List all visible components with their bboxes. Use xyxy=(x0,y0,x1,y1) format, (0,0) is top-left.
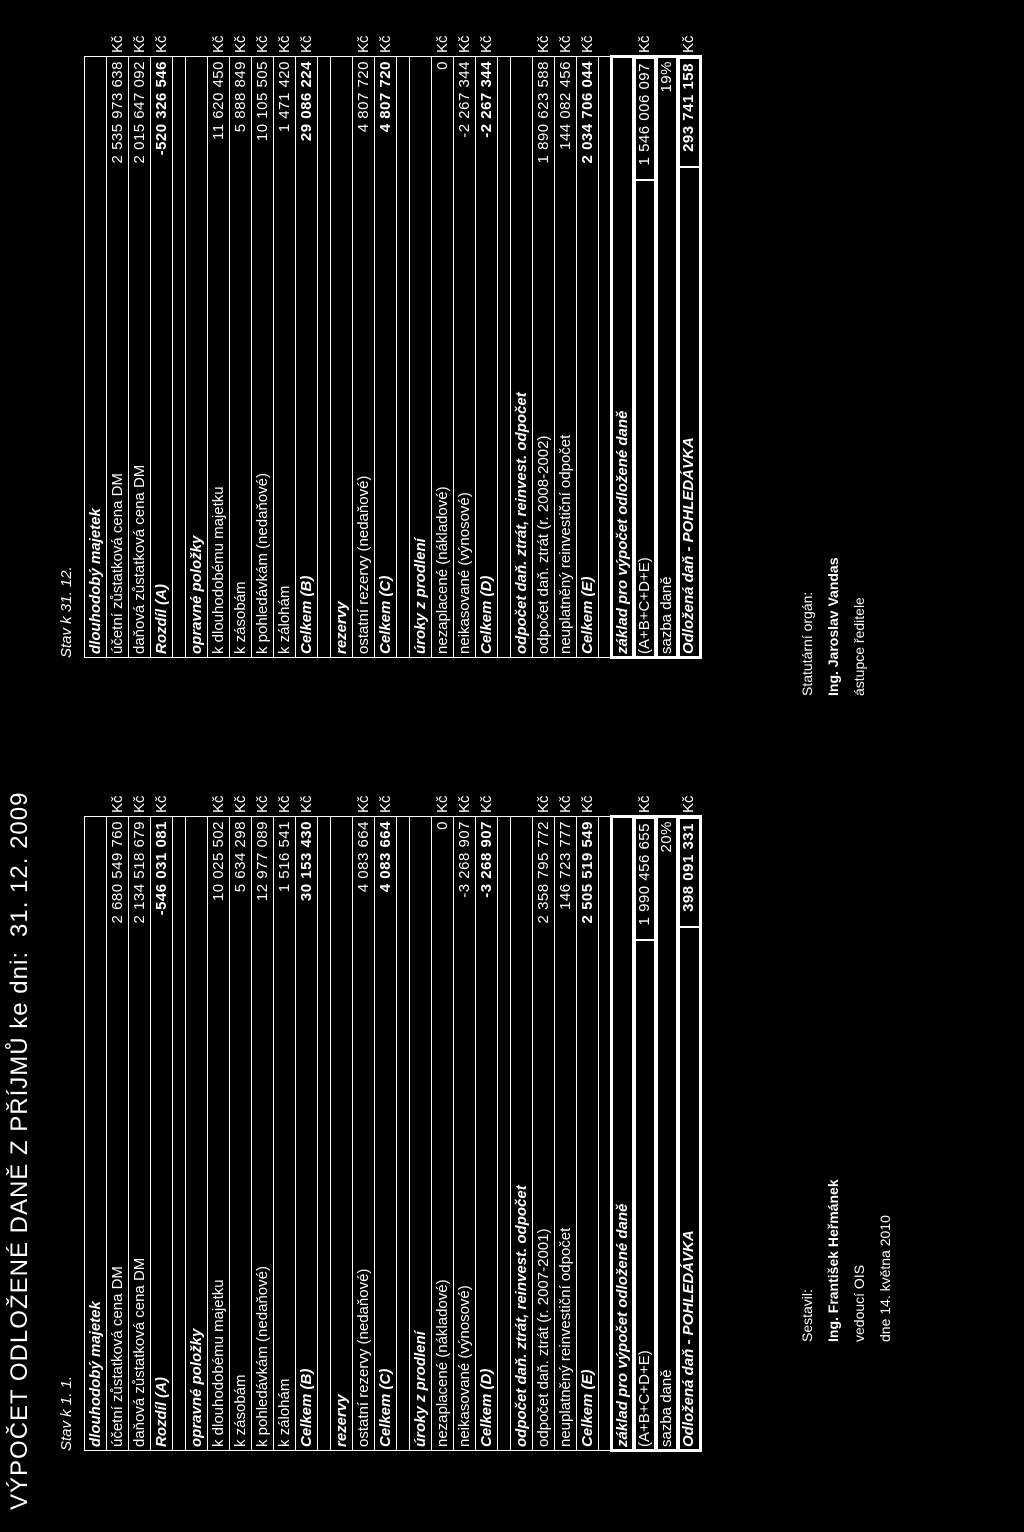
row-label: Odložená daň - POHLEDÁVKA xyxy=(680,437,697,654)
value-box: 1 990 456 655 xyxy=(634,817,655,941)
currency-unit: Kč xyxy=(355,795,372,813)
row-label: Celkem (D) xyxy=(478,575,495,654)
section-title: rezervy xyxy=(333,1394,350,1447)
row-value: 1 471 420 xyxy=(276,61,293,133)
row-value: -3 268 907 xyxy=(456,821,473,898)
sestavil-date: dne 14. května 2010 xyxy=(877,1215,893,1342)
currency-unit: Kč xyxy=(434,795,451,813)
row-op-zalohy xyxy=(274,35,296,657)
currency-unit: Kč xyxy=(232,35,249,53)
section-uroky xyxy=(410,57,432,657)
row-label: k pohledávkám (nedaňové) xyxy=(254,1266,271,1447)
row-spacer xyxy=(498,817,511,1450)
currency-unit: Kč xyxy=(298,795,315,813)
row-label: účetní zůstatková cena DM xyxy=(109,473,126,654)
row-value: 2 034 706 044 xyxy=(579,61,596,164)
row-neikasovane xyxy=(454,35,476,657)
row-label: Celkem (B) xyxy=(298,1368,315,1447)
currency-unit: Kč xyxy=(131,795,148,813)
sestavil-role: vedoucí OIS xyxy=(851,1264,867,1342)
currency-unit: Kč xyxy=(276,795,293,813)
row-celkem-b xyxy=(296,795,318,1450)
currency-unit: Kč xyxy=(254,795,271,813)
row-value: 12 977 089 xyxy=(254,821,271,902)
currency-unit: Kč xyxy=(355,35,372,53)
currency-unit: Kč xyxy=(535,795,552,813)
row-label: (A+B+C+D+E) xyxy=(636,1350,653,1447)
row-odpocet-ztrat xyxy=(533,795,555,1450)
row-odlozena-dan xyxy=(678,35,700,657)
section-rezervy xyxy=(331,817,353,1450)
stav-left: Stav k 1. 1. xyxy=(58,1375,75,1451)
row-value xyxy=(678,57,699,261)
row-label: ostatní rezervy (nedaňové) xyxy=(355,475,372,654)
row-op-pohledavky xyxy=(252,795,274,1450)
row-label: sazba daně xyxy=(658,1369,675,1447)
row-label: (A+B+C+D+E) xyxy=(636,557,653,654)
row-celkem-c xyxy=(375,35,397,657)
section-title: opravné položky xyxy=(188,1328,205,1447)
row-ucetni-cena xyxy=(107,795,129,1450)
currency-unit: Kč xyxy=(680,795,697,813)
row-spacer xyxy=(397,817,410,1450)
row-value: -3 268 907 xyxy=(478,821,495,898)
section-title: odpočet daň. ztrát, reinvest. odpočet xyxy=(513,392,530,654)
section-title: opravné položky xyxy=(188,535,205,654)
value-box: 293 741 158 xyxy=(678,57,699,168)
currency-unit: Kč xyxy=(456,795,473,813)
currency-unit: Kč xyxy=(535,35,552,53)
row-value: -546 031 081 xyxy=(153,821,170,916)
row-op-zasoby xyxy=(230,795,252,1450)
row-celkem-d xyxy=(476,795,498,1450)
title-text: VÝPOČET ODLOŽENÉ DANĚ Z PŘÍJMŮ ke dni: xyxy=(6,950,33,1510)
currency-unit: Kč xyxy=(109,795,126,813)
section-title: rezervy xyxy=(333,601,350,654)
statutarni-role: ástupce ředitele xyxy=(851,597,867,696)
section-title: základ pro výpočet odložené daně xyxy=(614,410,631,654)
row-label: neikasované (výnosové) xyxy=(456,1285,473,1447)
currency-unit: Kč xyxy=(579,795,596,813)
row-value: 4 807 720 xyxy=(355,61,372,133)
row-spacer xyxy=(498,57,511,657)
section-title: odpočet daň. ztrát, reinvest. odpočet xyxy=(513,1185,530,1447)
row-value: 1 516 541 xyxy=(276,821,293,893)
currency-unit: Kč xyxy=(478,795,495,813)
row-value: -2 267 344 xyxy=(478,61,495,138)
row-op-majetek xyxy=(208,795,230,1450)
row-ucetni-cena xyxy=(107,35,129,657)
currency-unit: Kč xyxy=(377,35,394,53)
value-box: 398 091 331 xyxy=(678,817,699,928)
row-label: Celkem (E) xyxy=(579,576,596,654)
row-value: 2 134 518 679 xyxy=(131,821,148,924)
row-danova-cena xyxy=(129,35,151,657)
row-value: 2 358 795 772 xyxy=(535,821,552,924)
currency-unit: Kč xyxy=(636,795,653,813)
row-label: nezaplacené (nákladové) xyxy=(434,486,451,654)
row-value: 2 535 973 638 xyxy=(109,61,126,164)
row-celkem-c xyxy=(375,795,397,1450)
section-opravne-polozky xyxy=(186,57,208,657)
row-sazba xyxy=(656,817,678,1450)
section-uroky xyxy=(410,817,432,1450)
row-sazba xyxy=(656,57,678,657)
section-rezervy xyxy=(331,57,353,657)
row-value: 1 890 623 588 xyxy=(535,61,552,164)
row-spacer xyxy=(318,57,331,657)
section-title: dlouhodobý majetek xyxy=(87,1301,104,1447)
row-rozdil-a xyxy=(151,795,173,1450)
row-value: 146 723 777 xyxy=(557,821,574,910)
table-left xyxy=(84,795,700,1451)
footer-statutarni xyxy=(794,557,872,696)
currency-unit: Kč xyxy=(557,795,574,813)
row-label: k pohledávkám (nedaňové) xyxy=(254,473,271,654)
sestavil-label: Sestavil: xyxy=(799,1289,815,1342)
row-zaklad xyxy=(634,795,656,1450)
row-value: 4 807 720 xyxy=(377,61,394,133)
row-op-zasoby xyxy=(230,35,252,657)
row-value: 29 086 224 xyxy=(298,61,315,142)
row-rozdil-a xyxy=(151,35,173,657)
row-value: 2 015 647 092 xyxy=(131,61,148,164)
row-ostatni-rezervy xyxy=(353,35,375,657)
row-spacer xyxy=(599,817,612,1450)
row-label: k zálohám xyxy=(276,585,293,654)
row-label: k zásobám xyxy=(232,1374,249,1447)
row-op-majetek xyxy=(208,35,230,657)
row-ostatni-rezervy xyxy=(353,795,375,1450)
currency-unit: Kč xyxy=(434,35,451,53)
row-nezaplacene xyxy=(432,35,454,657)
section-dlouhodoby-majetek xyxy=(84,57,107,657)
section-title: úroky z prodlení xyxy=(412,538,429,654)
currency-unit: Kč xyxy=(131,35,148,53)
row-reinvesticni xyxy=(555,35,577,657)
row-label: neuplatněný reinvestiční odpočet xyxy=(557,434,574,654)
row-label: sazba daně xyxy=(658,576,675,654)
currency-unit: Kč xyxy=(276,35,293,53)
row-value: 0 xyxy=(434,821,451,830)
row-value: 0 xyxy=(434,61,451,70)
currency-unit: Kč xyxy=(478,35,495,53)
currency-unit: Kč xyxy=(456,35,473,53)
row-label: daňová zůstatková cena DM xyxy=(131,464,148,654)
page-title xyxy=(6,792,34,1510)
currency-unit: Kč xyxy=(232,795,249,813)
row-celkem-b xyxy=(296,35,318,657)
row-label: Rozdíl (A) xyxy=(153,584,170,654)
row-label: Celkem (E) xyxy=(579,1369,596,1447)
row-label: neuplatněný reinvestiční odpočet xyxy=(557,1227,574,1447)
row-label: k dlouhodobému majetku xyxy=(210,1279,227,1447)
row-value xyxy=(678,817,699,1021)
currency-unit: Kč xyxy=(579,35,596,53)
currency-unit: Kč xyxy=(636,35,653,53)
row-label: odpočet daň. ztrát (r. 2008-2002) xyxy=(535,435,552,654)
row-label: Celkem (B) xyxy=(298,575,315,654)
section-zaklad xyxy=(612,57,634,657)
row-odlozena-dan xyxy=(678,795,700,1450)
row-label: Celkem (C) xyxy=(377,1368,394,1447)
value-box: 1 546 006 097 xyxy=(634,57,655,181)
row-value: 4 083 664 xyxy=(377,821,394,893)
row-label: Celkem (D) xyxy=(478,1368,495,1447)
statutarni-label: Statutární orgán: xyxy=(799,591,815,696)
statutarni-name: Ing. Jaroslav Vandas xyxy=(825,557,841,696)
row-label: Celkem (C) xyxy=(377,575,394,654)
row-label: k zálohám xyxy=(276,1378,293,1447)
row-value: 30 153 430 xyxy=(298,821,315,902)
table-right xyxy=(84,35,700,658)
row-celkem-d xyxy=(476,35,498,657)
row-zaklad xyxy=(634,35,656,657)
row-reinvesticni xyxy=(555,795,577,1450)
currency-unit: Kč xyxy=(153,795,170,813)
currency-unit: Kč xyxy=(298,35,315,53)
stav-right: Stav k 31. 12. xyxy=(58,566,75,658)
currency-unit: Kč xyxy=(377,795,394,813)
row-label: Rozdíl (A) xyxy=(153,1377,170,1447)
currency-unit: Kč xyxy=(153,35,170,53)
row-neikasovane xyxy=(454,795,476,1450)
currency-unit: Kč xyxy=(210,35,227,53)
row-spacer xyxy=(397,57,410,657)
section-zaklad xyxy=(612,817,634,1450)
row-label: k dlouhodobému majetku xyxy=(210,486,227,654)
row-value: 10 025 502 xyxy=(210,821,227,902)
row-label: odpočet daň. ztrát (r. 2007-2001) xyxy=(535,1228,552,1447)
row-value: 5 634 298 xyxy=(232,821,249,893)
row-value: 5 888 849 xyxy=(232,61,249,133)
row-spacer xyxy=(173,817,186,1450)
row-op-zalohy xyxy=(274,795,296,1450)
sestavil-name: Ing. František Heřmánek xyxy=(825,1179,841,1342)
section-odpocet xyxy=(511,817,533,1450)
row-label: ostatní rezervy (nedaňové) xyxy=(355,1268,372,1447)
row-value: 10 105 505 xyxy=(254,61,271,142)
row-danova-cena xyxy=(129,795,151,1450)
row-label: neikasované (výnosové) xyxy=(456,492,473,654)
row-value: 2 505 519 549 xyxy=(579,821,596,924)
section-title: úroky z prodlení xyxy=(412,1331,429,1447)
currency-unit: Kč xyxy=(557,35,574,53)
currency-unit: Kč xyxy=(210,795,227,813)
row-spacer xyxy=(599,57,612,657)
row-odpocet-ztrat xyxy=(533,35,555,657)
row-label: účetní zůstatková cena DM xyxy=(109,1266,126,1447)
row-value: 20% xyxy=(658,821,675,853)
row-value: -2 267 344 xyxy=(456,61,473,138)
row-value: 4 083 664 xyxy=(355,821,372,893)
row-spacer xyxy=(173,57,186,657)
row-value: 2 680 549 760 xyxy=(109,821,126,924)
currency-unit: Kč xyxy=(254,35,271,53)
row-value xyxy=(634,57,655,261)
row-op-pohledavky xyxy=(252,35,274,657)
section-odpocet xyxy=(511,57,533,657)
row-value: -520 326 546 xyxy=(153,61,170,156)
row-label: Odložená daň - POHLEDÁVKA xyxy=(680,1230,697,1447)
footer-sestavil xyxy=(794,1179,898,1342)
row-spacer xyxy=(318,817,331,1450)
title-date: 31. 12. 2009 xyxy=(6,791,33,937)
row-value: 19% xyxy=(658,61,675,93)
section-title: základ pro výpočet odložené daně xyxy=(614,1203,631,1447)
row-value xyxy=(634,817,655,1021)
section-dlouhodoby-majetek xyxy=(84,817,107,1450)
currency-unit: Kč xyxy=(680,35,697,53)
section-opravne-polozky xyxy=(186,817,208,1450)
currency-unit: Kč xyxy=(109,35,126,53)
row-value: 11 620 450 xyxy=(210,61,227,140)
row-celkem-e xyxy=(577,35,599,657)
row-label: nezaplacené (nákladové) xyxy=(434,1279,451,1447)
section-title: dlouhodobý majetek xyxy=(87,508,104,654)
row-label: daňová zůstatková cena DM xyxy=(131,1257,148,1447)
row-label: k zásobám xyxy=(232,581,249,654)
row-nezaplacene xyxy=(432,795,454,1450)
row-celkem-e xyxy=(577,795,599,1450)
row-value: 144 082 456 xyxy=(557,61,574,150)
